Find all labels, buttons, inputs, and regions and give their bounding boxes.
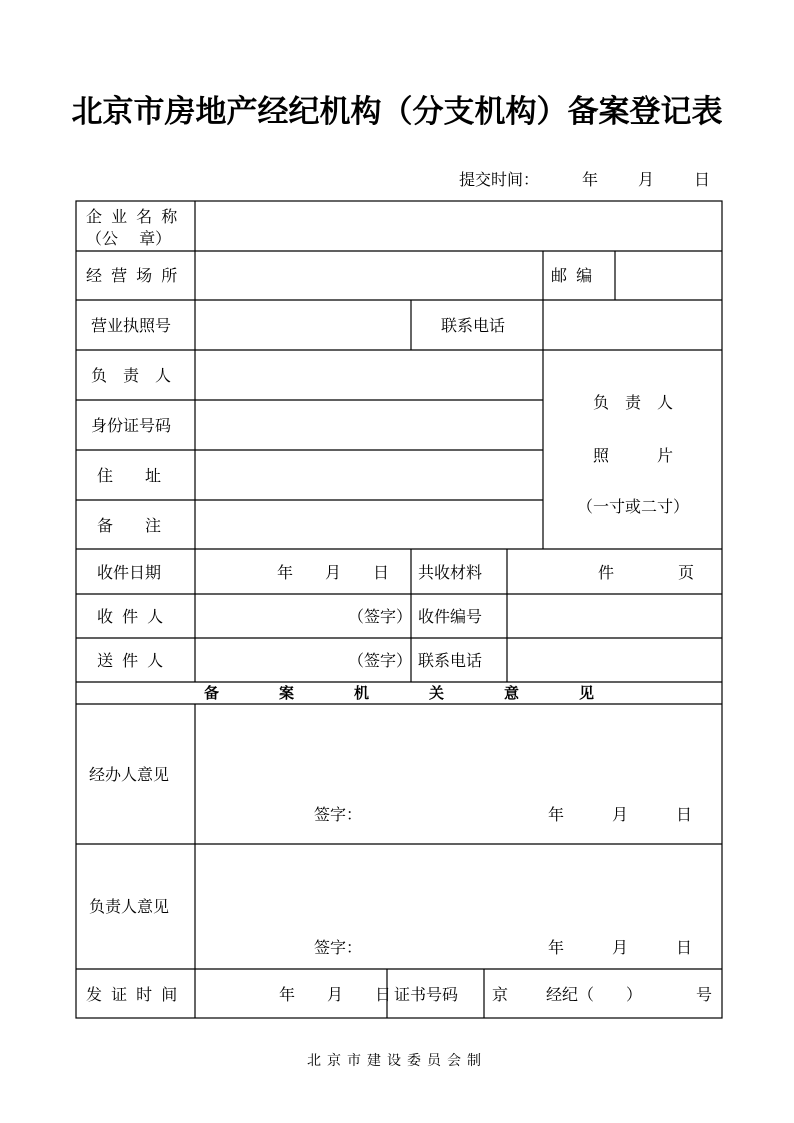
photo-line-3: （一寸或二寸） bbox=[576, 497, 689, 516]
sender-label: 送 件 人 bbox=[97, 651, 166, 670]
seal-label: （公 章） bbox=[86, 229, 172, 248]
submit-month: 月 bbox=[638, 170, 655, 189]
person-label: 负 责 人 bbox=[91, 366, 172, 385]
issue-time-label: 发 证 时 间 bbox=[86, 985, 180, 1004]
submit-year: 年 bbox=[582, 170, 599, 189]
receiver-sign: （签字） bbox=[348, 607, 413, 626]
leader-date: 年 月 日 bbox=[548, 938, 693, 957]
sender-phone-label: 联系电话 bbox=[418, 651, 483, 670]
total-material-label: 共收材料 bbox=[418, 563, 483, 582]
phone-label: 联系电话 bbox=[441, 316, 506, 335]
handler-opinion-label: 经办人意见 bbox=[89, 765, 170, 784]
photo-line-2: 照 片 bbox=[592, 446, 673, 465]
submit-time-label: 提交时间： bbox=[459, 170, 540, 189]
cert-prefix-jing: 京 bbox=[492, 985, 509, 1004]
receiver-label: 收 件 人 bbox=[97, 607, 166, 626]
cert-jingji: 经纪（ ） bbox=[546, 985, 643, 1004]
receive-date-value: 年 月 日 bbox=[277, 563, 390, 582]
handler-date: 年 月 日 bbox=[548, 805, 693, 824]
submit-day: 日 bbox=[694, 170, 711, 189]
opinion-header: 备 案 机 关 意 见 bbox=[203, 684, 594, 702]
photo-line-1: 负 责 人 bbox=[592, 393, 673, 412]
leader-opinion-label: 负责人意见 bbox=[89, 897, 170, 916]
total-material-value: 件 页 bbox=[598, 563, 695, 582]
sender-sign: （签字） bbox=[348, 651, 413, 670]
postcode-label: 邮 编 bbox=[551, 266, 595, 285]
cert-hao: 号 bbox=[696, 985, 713, 1004]
cert-number-label: 证书号码 bbox=[394, 985, 459, 1004]
company-name-label: 企 业 名 称 bbox=[86, 207, 180, 226]
issue-date: 年 月 日 bbox=[279, 985, 392, 1004]
receive-date-label: 收件日期 bbox=[97, 563, 162, 582]
id-number-label: 身份证号码 bbox=[91, 416, 172, 435]
receive-number-label: 收件编号 bbox=[418, 607, 483, 626]
remark-label: 备 注 bbox=[97, 516, 162, 535]
issuer-footer: 北京市建设委员会制 bbox=[307, 1053, 487, 1069]
address-label: 住 址 bbox=[97, 466, 162, 485]
license-label: 营业执照号 bbox=[91, 316, 172, 335]
leader-sign-label: 签字： bbox=[314, 938, 363, 957]
place-label: 经 营 场 所 bbox=[86, 266, 180, 285]
page-title: 北京市房地产经纪机构（分支机构）备案登记表 bbox=[71, 94, 723, 130]
handler-sign-label: 签字： bbox=[314, 805, 363, 824]
